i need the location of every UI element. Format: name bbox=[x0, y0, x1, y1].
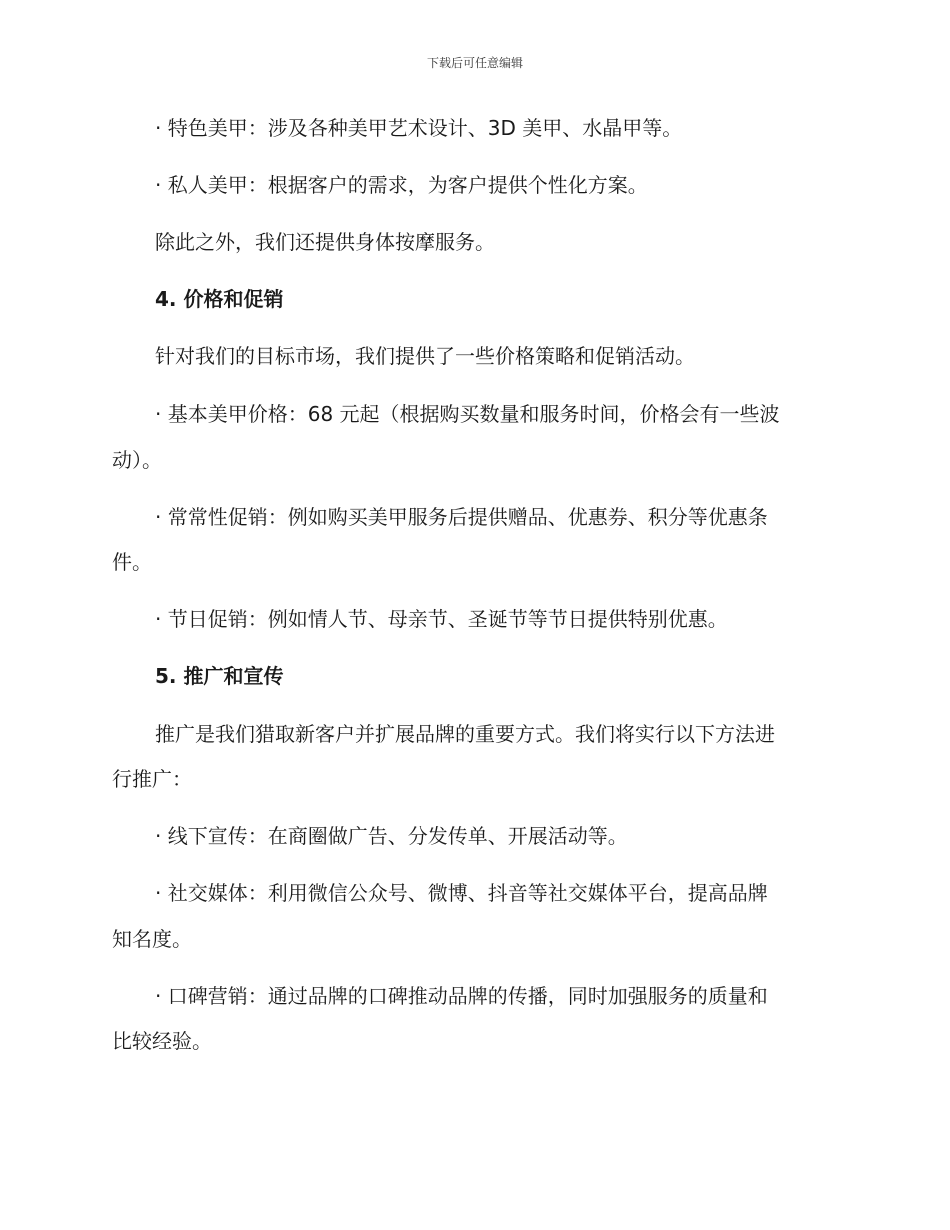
bullet-offline-ads: · 线下宣传：在商圈做广告、分发传单、开展活动等。 bbox=[155, 824, 628, 848]
paragraph-promotion-intro-line2: 行推广： bbox=[112, 767, 192, 791]
bullet-regular-promo-line2: 件。 bbox=[112, 550, 152, 574]
bullet-regular-promo-line1: · 常常性促销：例如购买美甲服务后提供赠品、优惠券、积分等优惠条 bbox=[155, 505, 768, 529]
paragraph-pricing-intro: 针对我们的目标市场，我们提供了一些价格策略和促销活动。 bbox=[155, 344, 695, 368]
bullet-social-media-line1: · 社交媒体：利用微信公众号、微博、抖音等社交媒体平台，提高品牌 bbox=[155, 881, 768, 905]
bullet-social-media-line2: 知名度。 bbox=[112, 927, 192, 951]
bullet-word-of-mouth-line1: · 口碑营销：通过品牌的口碑推动品牌的传播，同时加强服务的质量和 bbox=[155, 984, 768, 1008]
bullet-base-price-line2: 动）。 bbox=[112, 448, 162, 472]
bullet-private-nails: · 私人美甲：根据客户的需求，为客户提供个性化方案。 bbox=[155, 173, 648, 197]
bullet-word-of-mouth-line2: 比较经验。 bbox=[112, 1029, 212, 1053]
paragraph-massage: 除此之外，我们还提供身体按摩服务。 bbox=[155, 230, 495, 254]
section-heading-pricing: 4. 价格和促销 bbox=[155, 287, 284, 311]
bullet-base-price-line1: · 基本美甲价格：68 元起（根据购买数量和服务时间，价格会有一些波 bbox=[155, 402, 780, 426]
bullet-special-nails: · 特色美甲：涉及各种美甲艺术设计、3D 美甲、水晶甲等。 bbox=[155, 116, 683, 140]
section-heading-promotion: 5. 推广和宣传 bbox=[155, 664, 284, 688]
header-note: 下载后可任意编辑 bbox=[426, 56, 523, 70]
bullet-holiday-promo: · 节日促销：例如情人节、母亲节、圣诞节等节日提供特别优惠。 bbox=[155, 607, 728, 631]
paragraph-promotion-intro-line1: 推广是我们猎取新客户并扩展品牌的重要方式。我们将实行以下方法进 bbox=[155, 722, 775, 746]
